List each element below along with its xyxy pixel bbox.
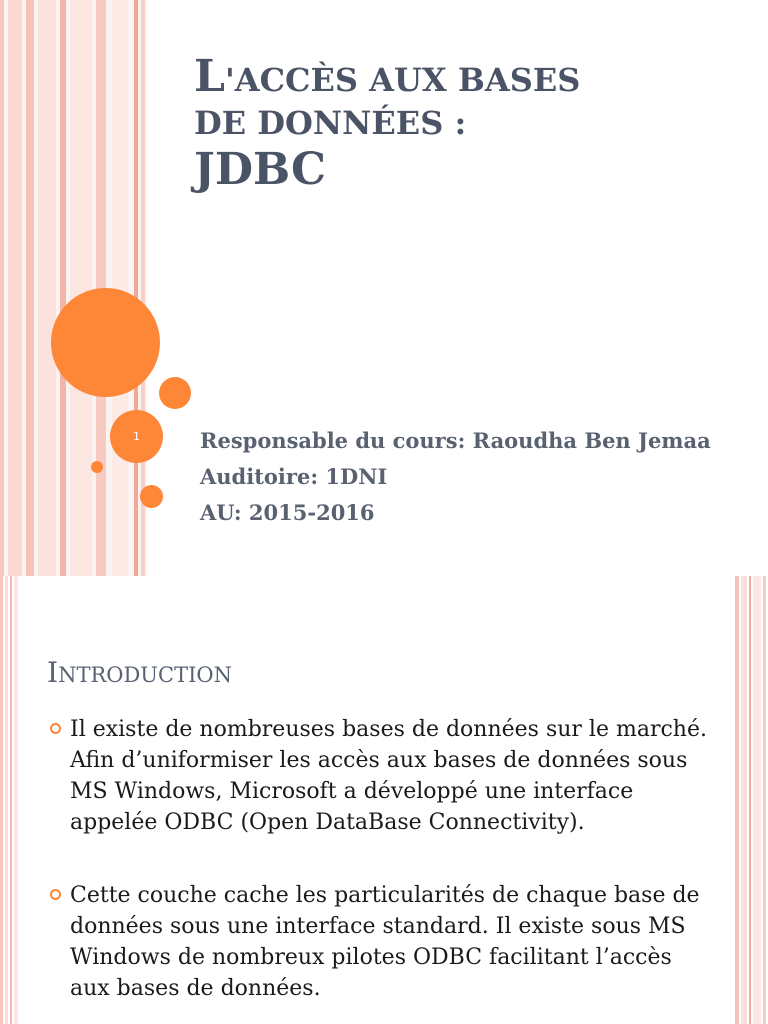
bullet-list <box>50 714 710 1024</box>
list-item: Il existe de nombreuses bases de données sur le marché. Afin d’uniformiser les accès aux bases de données sous MS Windows, Microsoft a développé une interface appelée ODBC (Open DataBase Connectivity). <box>50 714 710 838</box>
decor-stripe <box>749 576 751 1024</box>
decor-stripe <box>26 0 34 576</box>
decor-stripe <box>70 0 92 576</box>
decor-stripe <box>8 0 22 576</box>
course-info <box>200 426 720 534</box>
course-responsible: Responsable du cours: Raoudha Ben Jemaa <box>200 428 711 453</box>
page-number-badge <box>110 410 163 463</box>
decor-stripe <box>14 576 18 1024</box>
decor-circle-medium <box>159 377 191 409</box>
list-item: Cette couche cache les particularités de chaque base de données sous une interface standard. Il existe sous MS Windows de nombreux pilotes ODBC facilitant l’accès aux bases de données. <box>50 880 710 1004</box>
decor-stripe <box>5 576 8 1024</box>
decor-stripe <box>38 0 56 576</box>
decor-circle-large <box>51 288 160 397</box>
decor-stripe <box>0 576 3 1024</box>
title-line-2: DE DONNÉES : <box>194 103 467 142</box>
course-audience: Auditoire: 1DNI <box>200 464 388 489</box>
slide-title <box>194 50 754 196</box>
decor-circle-tiny <box>91 461 103 473</box>
decor-stripe <box>10 576 12 1024</box>
title-line-3: JDBC <box>194 143 326 195</box>
course-year: AU: 2015-2016 <box>200 500 375 525</box>
decor-stripe <box>134 0 138 576</box>
decor-circle-small <box>140 485 163 508</box>
decor-stripe <box>60 0 66 576</box>
decor-stripe <box>763 576 766 1024</box>
title-line-1: L'ACCÈS AUX BASES <box>194 51 581 102</box>
decor-stripe <box>735 576 739 1024</box>
page-number: 1 <box>133 430 140 443</box>
introduction-slide <box>0 576 768 1024</box>
bullet-circle-icon <box>50 723 61 734</box>
decor-stripe <box>741 576 747 1024</box>
decor-stripe <box>0 0 4 576</box>
slide-heading: INTRODUCTION <box>47 656 232 689</box>
decor-stripe <box>753 576 761 1024</box>
bullet-circle-icon <box>50 889 61 900</box>
